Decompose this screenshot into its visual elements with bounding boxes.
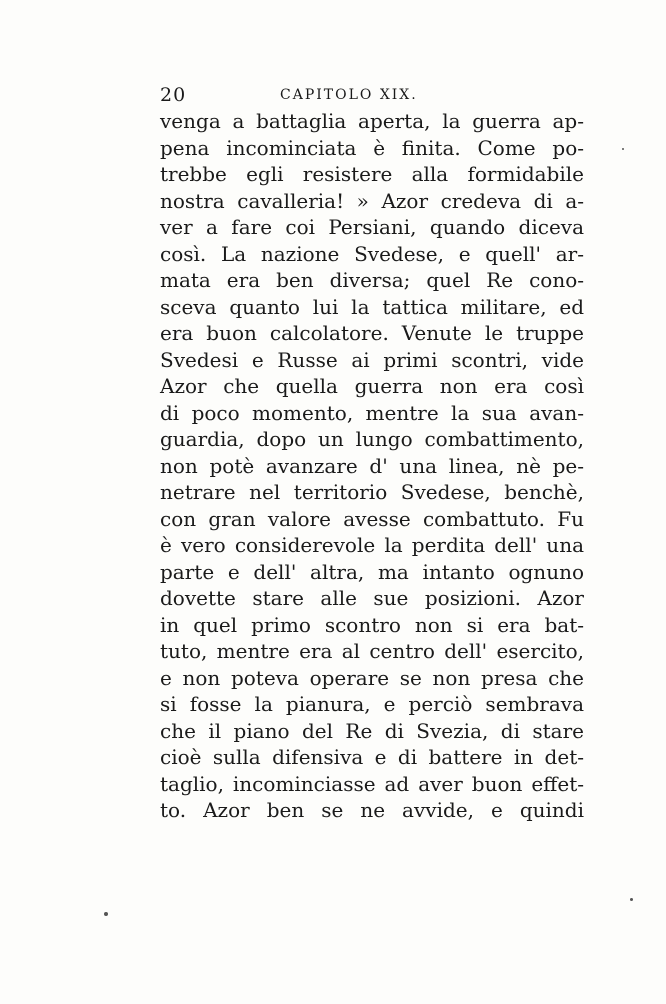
text-line: nostra cavalleria! » Azor credeva di a-	[160, 188, 584, 213]
text-line: ver a fare coi Persiani, quando diceva	[160, 215, 584, 239]
text-line: era buon calcolatore. Venute le truppe	[160, 321, 584, 345]
text-line: Svedesi e Russe ai primi scontri, vide	[160, 347, 584, 372]
text-line: in quel primo scontro non si era bat-	[160, 612, 584, 637]
text-line: di poco momento, mentre la sua avan-	[160, 400, 584, 425]
text-line: e non poteva operare se non presa che	[160, 665, 584, 690]
text-line: parte e dell' altra, ma intanto ognuno	[160, 559, 584, 584]
speck	[630, 898, 633, 901]
text-line: mata era ben diversa; quel Re cono-	[160, 268, 584, 292]
text-line: to. Azor ben se ne avvide, e quindi	[160, 798, 584, 822]
text-line: così. La nazione Svedese, e quell' ar-	[160, 241, 584, 266]
text-line: sceva quanto lui la tattica militare, ed	[160, 294, 584, 319]
text-line: taglio, incominciasse ad aver buon effet-	[160, 771, 584, 796]
text-line: guardia, dopo un lungo combattimento,	[160, 427, 584, 451]
text-line: si fosse la pianura, e perciò sembrava	[160, 692, 584, 716]
body-text	[160, 108, 584, 824]
text-line: tuto, mentre era al centro dell' esercito,	[160, 639, 584, 663]
text-line: cioè sulla difensiva e di battere in det-	[160, 745, 584, 769]
text-line: pena incominciata è finita. Come po-	[160, 135, 584, 160]
page-number: 20	[160, 84, 187, 106]
text-line: che il piano del Re di Svezia, di stare	[160, 718, 584, 743]
page-header	[160, 84, 584, 110]
text-line: trebbe egli resistere alla formidabile	[160, 162, 584, 186]
text-line: venga a battaglia aperta, la guerra ap-	[160, 109, 584, 133]
text-line: non potè avanzare d' una linea, nè pe-	[160, 453, 584, 478]
text-line: netrare nel territorio Svedese, benchè,	[160, 480, 584, 504]
text-line: Azor che quella guerra non era così	[160, 374, 584, 398]
running-head: CAPITOLO XIX.	[280, 87, 418, 103]
text-line: con gran valore avesse combattuto. Fu	[160, 506, 584, 531]
speck	[104, 912, 108, 916]
speck	[622, 148, 624, 150]
text-line: dovette stare alle sue posizioni. Azor	[160, 586, 584, 610]
text-line: è vero considerevole la perdita dell' una	[160, 533, 584, 557]
